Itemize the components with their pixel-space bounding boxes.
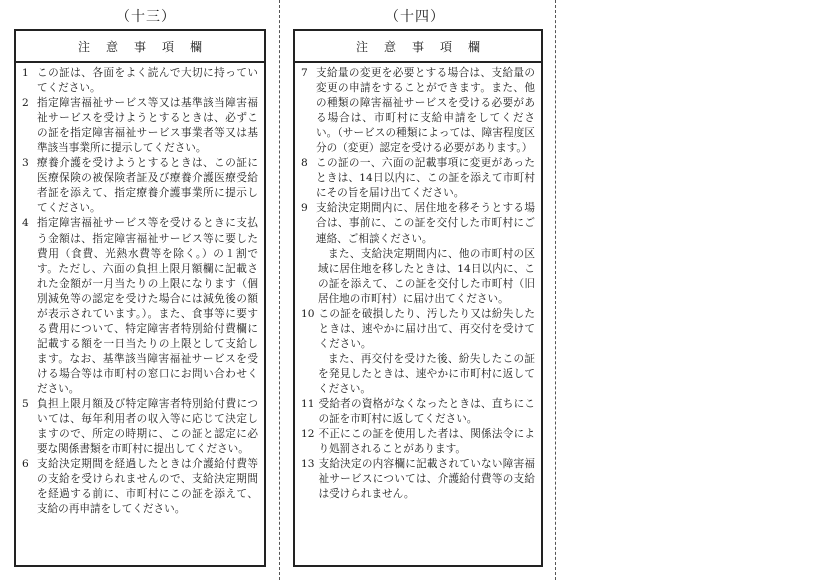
note-item <box>301 307 535 352</box>
note-number: 9 <box>301 202 308 215</box>
note-number: 1 <box>22 67 29 79</box>
note-item <box>22 457 258 517</box>
fold-line-right <box>555 0 556 580</box>
note-text: 不正にこの証を使用した者は、関係法令により処罰されることがあります。 <box>318 428 535 456</box>
notes-box-left <box>14 29 266 567</box>
note-number: 3 <box>22 157 29 170</box>
note-item <box>22 96 258 156</box>
note-text: 支給決定期間内に、居住地を移そうとする場合は、事前に、この証を交付した市町村にご連絡、ご相談ください。 <box>316 202 535 245</box>
note-item <box>22 156 258 216</box>
note-text: この証は、各面をよく読んで大切に持っていてください。 <box>37 67 258 95</box>
note-number: 6 <box>22 458 29 471</box>
note-number: 7 <box>301 67 308 79</box>
note-item <box>301 427 535 457</box>
note-text: 指定障害福祉サービス等を受けるときに支払う金額は、指定障害福祉サービス等に要した費用（食費、光熱水費等を除く。）の１割です。ただし、六面の負担上限月額欄に記載された金額が一月当たりの上限になります（個別減免等の認定を受けた場合には減免後の額が表示されています。）。また、食事等に要する費用について、特定障害者特別給付費欄に記載する額を一日当たりの上限として支給します。なお、基準該当障害福祉サービスを受ける場合等は市町村の窓口にお問い合わせください。 <box>37 217 258 395</box>
notes-heading: 注意事項欄 <box>295 31 541 63</box>
note-item <box>22 66 258 96</box>
notes-list-left <box>16 63 264 517</box>
note-text: 指定障害福祉サービス等又は基準該当障害福祉サービスを受けようとするときは、必ずこの証を指定障害福祉サービス事業者等又は基準該当事業所に提示してください。 <box>37 97 258 155</box>
notes-box-right <box>293 29 543 567</box>
note-text: 受給者の資格がなくなったときは、直ちにこの証を市町村に返してください。 <box>318 398 535 426</box>
note-item <box>301 397 535 427</box>
note-number: 11 <box>301 398 315 411</box>
page-label-14: （十四） <box>385 9 445 25</box>
note-text: 支給決定期間を経過したときは介護給付費等の支給を受けられませんので、支給決定期間を経過する前に、市町村にこの証を添えて、支給の再申請をしてください。 <box>37 458 258 516</box>
note-item <box>22 216 258 397</box>
note-text: この証を破損したり、汚したり又は紛失したときは、速やかに届け出て、再交付を受けてください。 <box>318 307 535 350</box>
note-number: 12 <box>301 428 315 441</box>
note-number: 8 <box>301 157 308 170</box>
note-text: この証の一、六面の記載事項に変更があったときは、14日以内に、この証を添えて市町村にその旨を届け出てください。 <box>316 157 535 200</box>
note-item <box>301 66 535 156</box>
note-item <box>301 457 535 502</box>
note-item <box>301 201 535 246</box>
note-text: 負担上限月額及び特定障害者特別給付費については、毎年利用者の収入等に応じて決定しますので、所定の時期に、この証と認定に必要な関係書類を市町村に提出してください。 <box>37 398 258 456</box>
note-number: 2 <box>22 97 29 110</box>
fold-line-center <box>279 0 280 580</box>
page-label-13: （十三） <box>116 9 176 25</box>
note-subparagraph: また、支給決定期間内に、他の市町村の区域に居住地を移したときは、14日以内に、この証を添えて、この証を交付した市町村（旧居住地の市町村）に届け出てください。 <box>318 247 535 305</box>
note-subparagraph: また、再交付を受けた後、紛失したこの証を発見したときは、速やかに市町村に返してください。 <box>318 352 535 395</box>
note-number: 4 <box>22 217 29 230</box>
note-number: 10 <box>301 307 315 320</box>
note-item <box>301 156 535 201</box>
note-number: 5 <box>22 398 29 411</box>
note-item <box>22 397 258 457</box>
note-text: 療養介護を受けようとするときは、この証に医療保険の被保険者証及び療養介護医療受給者証を添えて、指定療養介護事業所に提示してください。 <box>37 157 258 215</box>
notes-heading: 注意事項欄 <box>16 31 264 63</box>
note-text: 支給量の変更を必要とする場合は、支給量の変更の申請をすることができます。また、他の種類の障害福祉サービスを受ける必要がある場合は、市町村に支給申請をしてください。（サービスの種類によっては、障害程度区分の（変更）認定を受ける必要があります。） <box>316 67 535 155</box>
notes-list-right <box>295 63 541 502</box>
note-text: 支給決定の内容欄に記載されていない障害福祉サービスについては、介護給付費等の支給は受けられません。 <box>318 458 535 501</box>
note-number: 13 <box>301 458 315 471</box>
